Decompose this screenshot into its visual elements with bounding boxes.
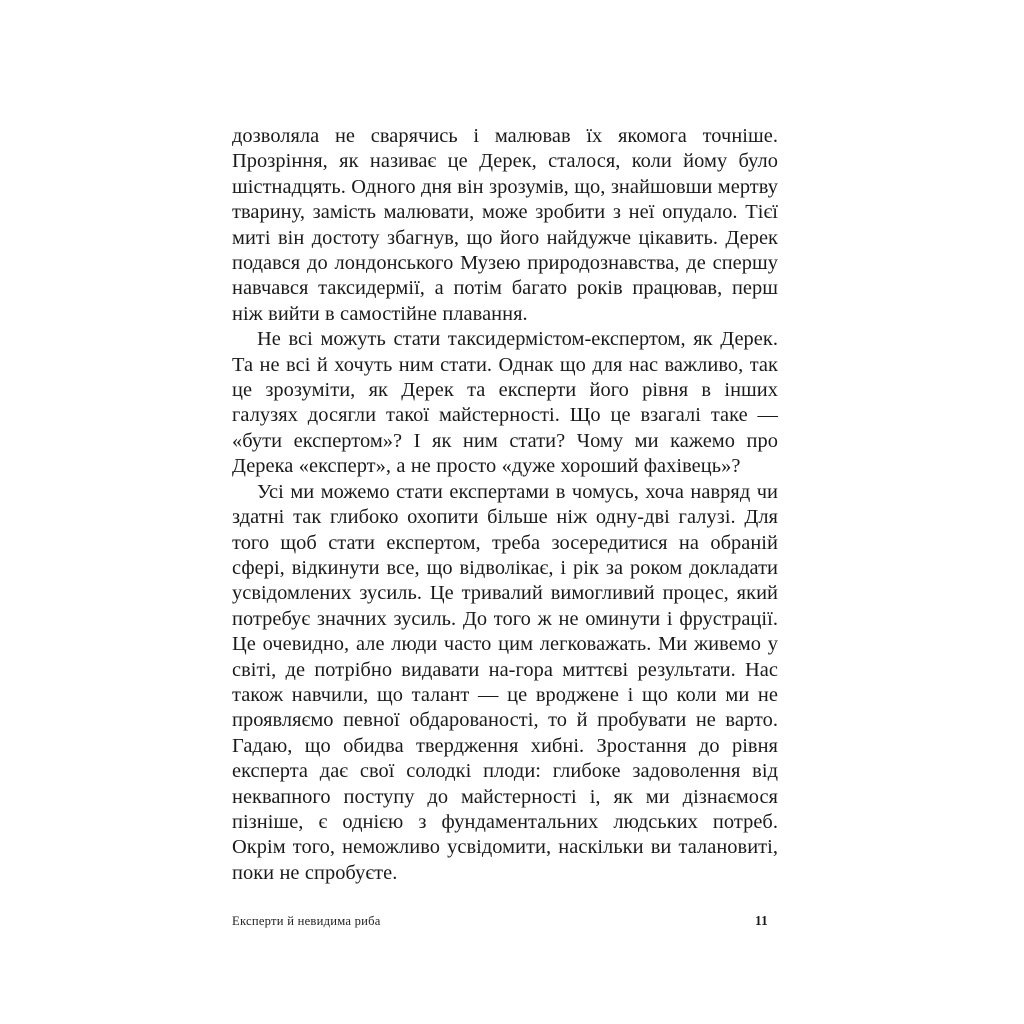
paragraph: Усі ми можемо стати експертами в чомусь, хоча навряд чи здатні так глибоко охопити більше ніж одну-дві галузі. Для того щоб стати експертом, треба зосередитися на обраній сфері, відкинути все, що відволікає, і рік за роком докладати усвідомлених зусиль. Це тривалий вимогливий процес, який потребує значних зусиль. До того ж не оминути і фрустрації. Це очевидно, але люди часто цим легковажать. Ми живемо у світі, де потрібно видавати на-гора миттєві результати. Нас також навчили, що талант — це вроджене і що коли ми не проявляємо певної обдарованості, то й пробувати не варто. Гадаю, що обидва твердження хибні. Зростання до рівня експерта дає свої солодкі плоди: глибоке задоволення від неквапного поступу до майстерності і, як ми дізнаємося пізніше, є однією з фундаментальних людських потреб. Окрім того, неможливо усвідомити, наскільки ви талановиті, поки не спробуєте. — [232, 480, 778, 884]
paragraph: дозволяла не сварячись і малював їх якомога точніше. Прозріння, як називає це Дерек, сталося, коли йому було шістнадцять. Одного дня він зрозумів, що, знайшовши мертву тварину, замість малювати, може зробити з неї опудало. Тієї миті він достоту збагнув, що його найдужче цікавить. Дерек подався до лондонського Музею природознавства, де спершу навчався таксидермії, а потім багато років працював, перш ніж вийти в самостійне плавання. — [232, 125, 778, 325]
paragraph: Не всі можуть стати таксидермістом-експертом, як Дерек. Та не всі й хочуть ним стати. Однак що для нас важливо, так це зрозуміти, як Дерек та експерти його рівня в інших галузях досягли такої майстерності. Що це взагалі таке — «бути експертом»? І як ним стати? Чому ми кажемо про Дерека «експерт», а не просто «дуже хороший фахівець»? — [232, 328, 778, 478]
body-text-block — [232, 124, 778, 886]
page-number: 11 — [754, 913, 768, 928]
page-footer — [232, 913, 768, 929]
running-head: Експерти й невидима риба — [232, 914, 381, 928]
